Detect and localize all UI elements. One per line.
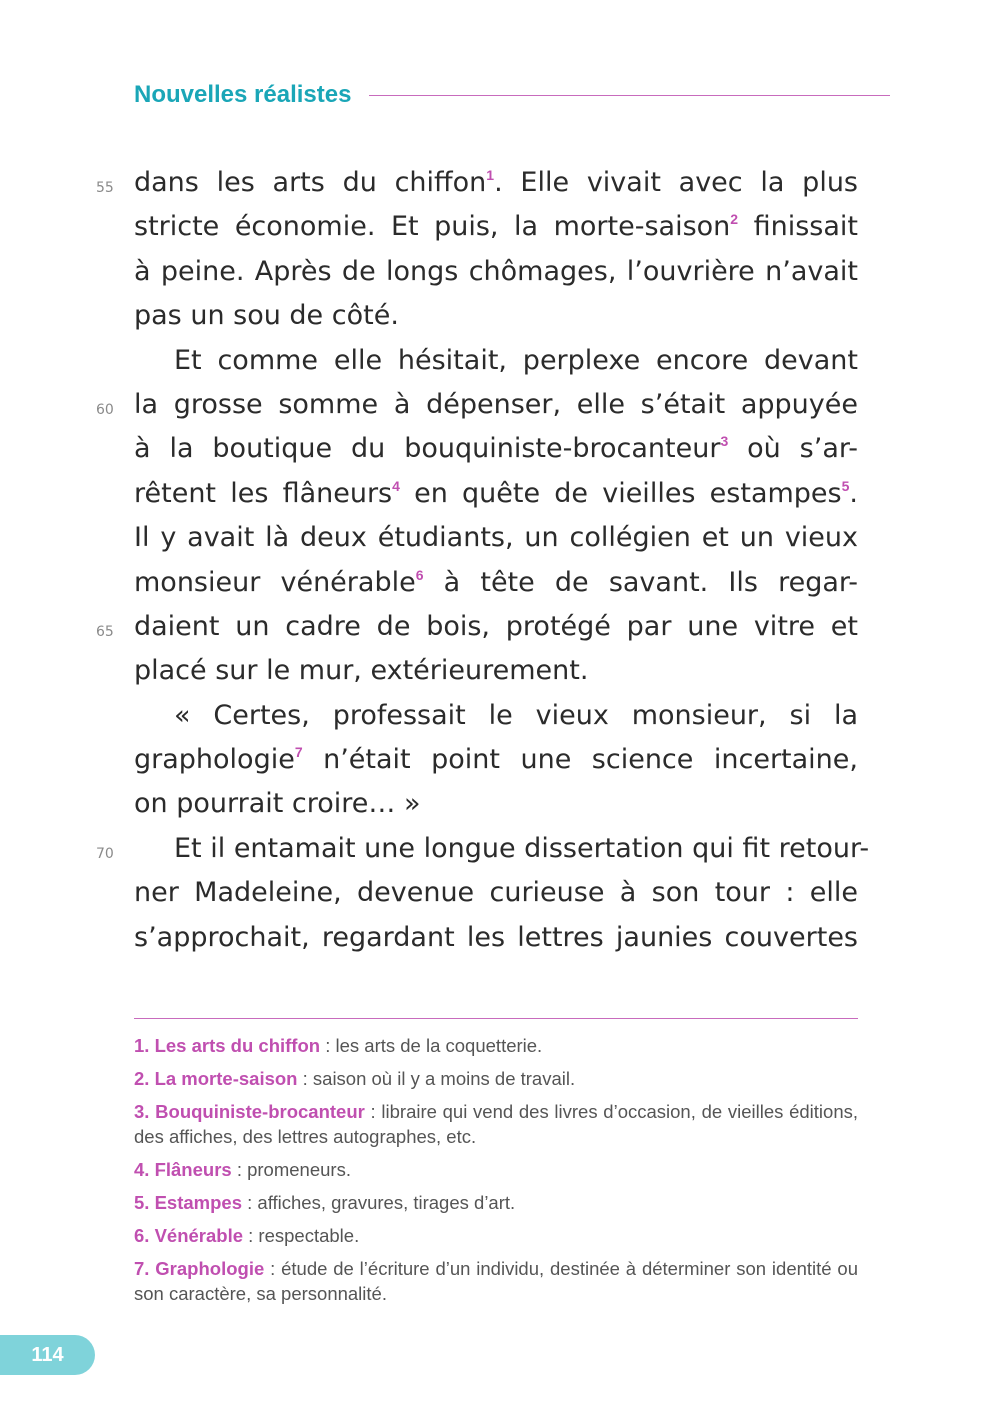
footnote: 3. Bouquiniste-brocanteur : libraire qui vend des livres d’occasion, de vieilles éditions, des affiches, des lettres autographes, etc. <box>134 1101 858 1147</box>
section-title: Nouvelles réalistes <box>134 81 352 108</box>
text-line: monsieur vénérable$^6$ à tête de savant. Ils regar- <box>134 566 858 598</box>
text-line: la grosse somme à dépenser, elle s’était appuyée <box>134 388 858 420</box>
text-line: s’approchait, regardant les lettres jaunies couvertes <box>134 921 858 953</box>
body-text <box>134 161 870 960</box>
header-rule <box>369 95 890 96</box>
footnote-ref: 7 <box>294 744 303 761</box>
line-number: 55 <box>96 180 114 196</box>
footnote-ref: 5 <box>841 477 850 494</box>
text-line: « Certes, professait le vieux monsieur, si la <box>174 699 858 731</box>
text-line: graphologie$^7$ n’était point une science incertaine, <box>134 744 858 776</box>
text-line: on pourrait croire… » <box>134 788 421 820</box>
text-line: daient un cadre de bois, protégé par une vitre et <box>134 610 858 642</box>
footnote: 5. Estampes : affiches, gravures, tirages d’art. <box>134 1192 516 1213</box>
footnote-ref: 4 <box>392 477 400 494</box>
footnote-rule <box>134 1018 858 1019</box>
footnote-ref: 3 <box>720 433 729 450</box>
page-number: 114 <box>31 1343 64 1366</box>
text-line: stricte économie. Et puis, la morte-saison$^2$ finissait <box>134 211 858 243</box>
text-line: placé sur le mur, extérieurement. <box>134 655 589 687</box>
footnote: 1. Les arts du chiffon : les arts de la coquetterie. <box>134 1035 543 1056</box>
footnotes <box>134 1033 858 1314</box>
footnote: 6. Vénérable : respectable. <box>134 1225 360 1246</box>
running-header <box>134 78 890 112</box>
page-number-tab <box>0 1335 95 1375</box>
line-number: 65 <box>96 624 114 640</box>
footnote-ref: 1 <box>486 167 495 183</box>
text-line: Il y avait là deux étudiants, un collégien et un vieux <box>134 522 858 554</box>
line-number: 60 <box>96 402 114 418</box>
footnote: 2. La morte-saison : saison où il y a moins de travail. <box>134 1068 576 1089</box>
text-line: à la boutique du bouquiniste-brocanteur$^3$ où s’ar- <box>134 433 858 465</box>
text-line: Et comme elle hésitait, perplexe encore devant <box>174 344 858 376</box>
footnote: 4. Flâneurs : promeneurs. <box>134 1159 351 1180</box>
text-line: pas un sou de côté. <box>134 300 399 332</box>
footnote-ref: 6 <box>415 566 424 583</box>
text-line: à peine. Après de longs chômages, l’ouvrière n’avait <box>134 255 858 287</box>
line-number: 70 <box>96 846 114 862</box>
text-line: Et il entamait une longue dissertation qui fit retour- <box>174 832 870 864</box>
footnote-ref: 2 <box>730 211 739 228</box>
text-line: rêtent les flâneurs$^4$ en quête de vieilles estampes$^5$. <box>134 477 859 509</box>
footnote: 7. Graphologie : étude de l’écriture d’un individu, destinée à déterminer son identité ou son caractère, sa personnalité. <box>134 1258 859 1304</box>
text-line: ner Madeleine, devenue curieuse à son tour : elle <box>134 877 858 909</box>
text-line: dans les arts du chiffon$^1$. Elle vivait avec la plus <box>134 167 859 198</box>
